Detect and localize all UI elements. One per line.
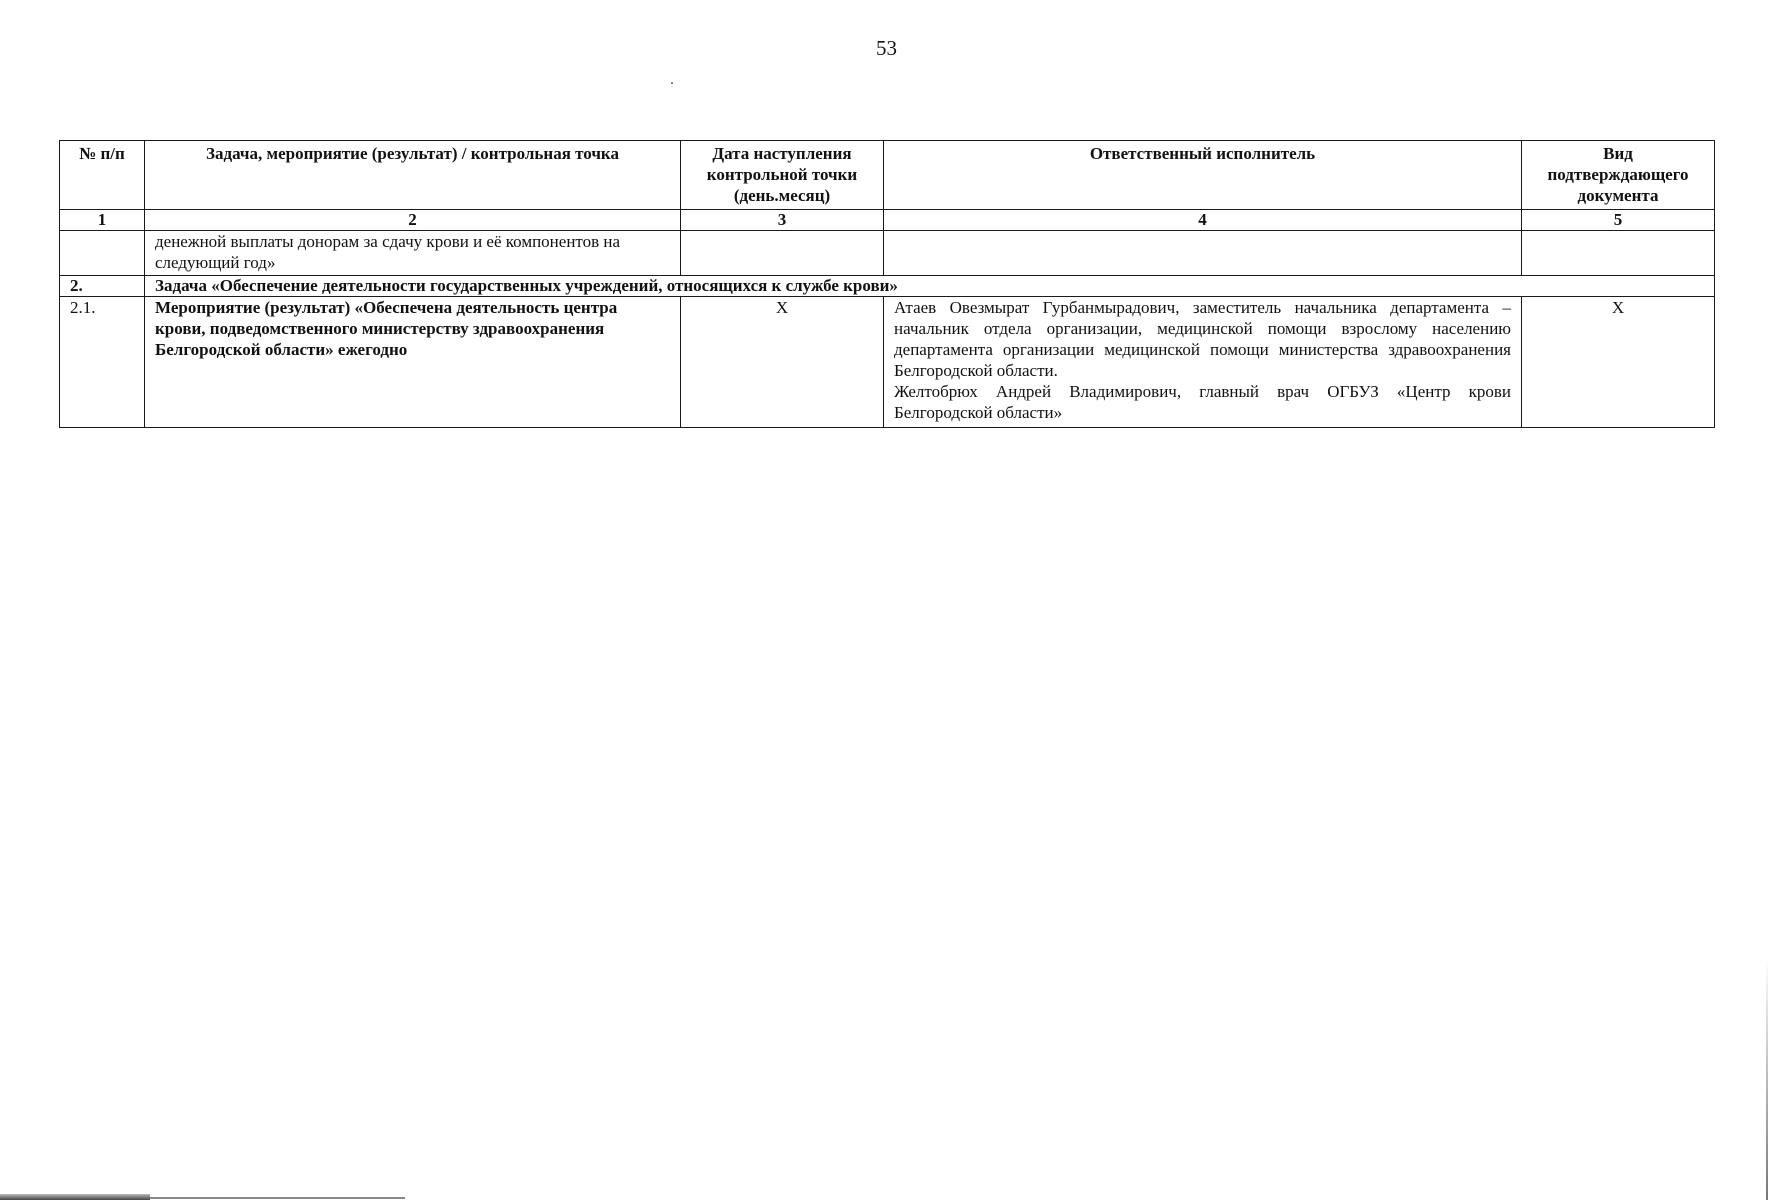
- task-row: [60, 276, 1715, 297]
- control-points-table: [59, 140, 1715, 428]
- column-number: 5: [1522, 210, 1715, 231]
- header-date: Дата наступления контрольной точки (день.месяц): [681, 141, 884, 210]
- cell-document: [1522, 231, 1715, 276]
- responsible-person-1: Атаев Овезмырат Гурбанмырадович, заместитель начальника департамента – начальник отдела организации, медицинской помощи взрослому населению департамента организации медицинской помощи министерства здравоохранения Белгородской области.: [894, 298, 1511, 380]
- header-document: Вид подтверждающего документа: [1522, 141, 1715, 210]
- column-number: 3: [681, 210, 884, 231]
- cell-date: X: [681, 297, 884, 428]
- cell-date: [681, 231, 884, 276]
- header-row: [60, 141, 1715, 210]
- scan-edge-line: [150, 1197, 405, 1199]
- scan-right-edge: [1766, 960, 1768, 1200]
- column-number-row: [60, 210, 1715, 231]
- cell-number: 2.: [60, 276, 145, 297]
- cell-responsible: [884, 231, 1522, 276]
- scan-speck: [671, 82, 673, 84]
- cell-task-text: денежной выплаты донорам за сдачу крови и её компонентов на следующий год»: [145, 231, 681, 276]
- column-number: 4: [884, 210, 1522, 231]
- header-number: № п/п: [60, 141, 145, 210]
- cell-event-text: Мероприятие (результат) «Обеспечена деятельность центра крови, подведомственного министерству здравоохранения Белгородской области» ежегодно: [145, 297, 681, 428]
- cell-task-title: Задача «Обеспечение деятельности государственных учреждений, относящихся к службе крови»: [145, 276, 1715, 297]
- continuation-row: [60, 231, 1715, 276]
- responsible-person-2: Желтобрюх Андрей Владимирович, главный врач ОГБУЗ «Центр крови Белгородской области»: [894, 382, 1511, 422]
- cell-number: 2.1.: [60, 297, 145, 428]
- cell-document: X: [1522, 297, 1715, 428]
- event-row: [60, 297, 1715, 428]
- column-number: 2: [145, 210, 681, 231]
- column-number: 1: [60, 210, 145, 231]
- header-responsible: Ответственный исполнитель: [884, 141, 1522, 210]
- header-task: Задача, мероприятие (результат) / контрольная точка: [145, 141, 681, 210]
- cell-number: [60, 231, 145, 276]
- scan-edge-mark: [0, 1194, 150, 1200]
- page-number: 53: [876, 36, 897, 60]
- cell-responsible: [884, 297, 1522, 428]
